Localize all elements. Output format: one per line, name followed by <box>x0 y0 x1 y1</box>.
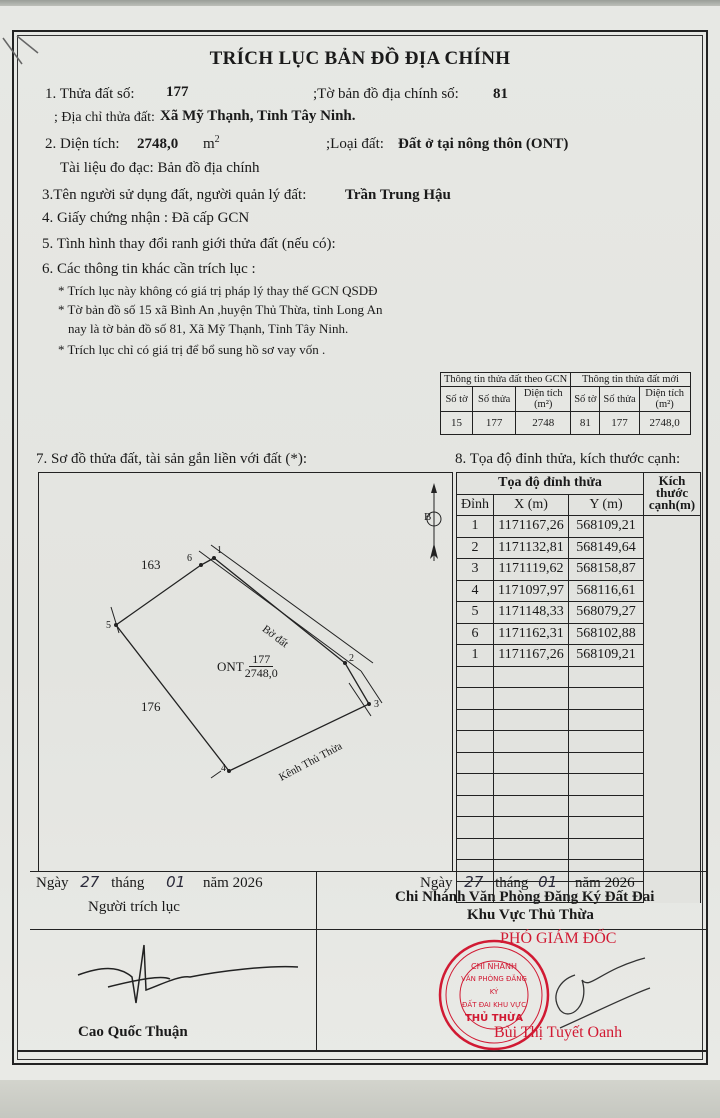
area-unit: $m^2$ <box>203 134 220 152</box>
vertex-4-label: 4 <box>221 763 226 774</box>
edge-size-header: Kích thước cạnh(m) <box>644 473 701 516</box>
vertex-2-label: 2 <box>349 653 354 664</box>
note-1: * Trích lục này không có giá trị pháp lý thay thế GCN QSDĐ <box>58 283 378 298</box>
parcel-number: 177 <box>166 84 189 100</box>
note-4: * Trích lục chỉ có giá trị để bổ sung hồ sơ vay vốn . <box>58 342 326 357</box>
table-row: 1 1171167,26 568109,21 <box>457 516 701 538</box>
header-area-new: Diện tích (m²) <box>639 387 690 412</box>
table-row: 3 1171119,62 568158,87 <box>457 559 701 581</box>
map-sheet-label: ;Tờ bản đồ địa chính số: <box>313 86 459 102</box>
old-area: 2748 <box>516 412 571 435</box>
land-type: Đất ở tại nông thôn (ONT) <box>398 136 569 152</box>
document-title: TRÍCH LỤC BẢN ĐỒ ĐỊA CHÍNH <box>209 48 511 69</box>
header-old-info: Thông tin thửa đất theo GCN <box>441 373 571 387</box>
header-sheet-new: Số tờ <box>571 387 600 412</box>
survey-document: Tài liệu đo đạc: Bản đồ địa chính <box>60 160 260 176</box>
old-parcel: 177 <box>473 412 516 435</box>
left-date: Ngày 27 tháng 01 năm 2026 <box>36 873 263 891</box>
table-row: 5 1171148,33 568079,27 <box>457 602 701 624</box>
col-x: X (m) <box>494 494 569 516</box>
right-role: PHÓ GIÁM ĐỐC <box>500 930 617 947</box>
col-y: Y (m) <box>569 494 644 516</box>
signature-director <box>520 950 670 1035</box>
stamp-text: CHI NHÁNH VĂN PHÒNG ĐĂNG KÝ ĐẤT ĐAI KHU VỰC THỦ THỪA <box>461 962 527 1024</box>
owner-label: 3.Tên người sử dụng đất, người quản lý đất: <box>42 187 307 203</box>
neighbor-176: 176 <box>141 699 161 714</box>
table-row: 4 1171097,97 568116,61 <box>457 580 701 602</box>
vertex-5-label: 5 <box>106 620 111 631</box>
footer-divider <box>316 871 317 1051</box>
coord-group-header: Tọa độ đỉnh thửa <box>457 473 644 495</box>
vertex-1-label: 1 <box>217 545 222 556</box>
office-line-2: Khu Vực Thủ Thừa <box>467 907 594 923</box>
header-parcel-old: Số thửa <box>473 387 516 412</box>
coordinate-table <box>456 472 701 903</box>
parcel-map <box>38 472 453 872</box>
note-2: * Tờ bản đồ số 15 xã Bình An ,huyện Thủ Thừa, tỉnh Long An <box>58 302 383 317</box>
background-bottom <box>0 1080 720 1118</box>
canal-label: Kênh Thủ Thừa <box>277 740 345 784</box>
right-date: Ngày 27 tháng 01 năm 2026 <box>420 873 635 891</box>
area-value: 2748,0 <box>137 136 179 152</box>
address-label: ; Địa chỉ thửa đất: <box>54 110 155 125</box>
parcel-address: Xã Mỹ Thạnh, Tỉnh Tây Ninh. <box>160 108 356 124</box>
col-vertex: Đỉnh <box>457 494 494 516</box>
table-row: 2 1171132,81 568149,64 <box>457 537 701 559</box>
signature-cao-quoc-thuan <box>70 935 310 1015</box>
footer-bottom-line <box>17 1050 708 1052</box>
office-line-1: Chi Nhánh Văn Phòng Đăng Ký Đất Đai <box>395 889 655 905</box>
coord-section-label: 8. Tọa độ đỉnh thửa, kích thước cạnh: <box>455 451 681 467</box>
header-area-old: Diện tích (m²) <box>516 387 571 412</box>
area-label: 2. Diện tích: <box>45 136 120 152</box>
left-signer-name: Cao Quốc Thuận <box>78 1024 188 1040</box>
owner-name: Trần Trung Hậu <box>345 187 451 203</box>
parcel-info-table <box>440 372 691 435</box>
right-signer-name: Bùi Thị Tuyết Oanh <box>494 1024 623 1041</box>
parcel-number-label: 1. Thửa đất số: <box>45 86 135 102</box>
new-parcel: 177 <box>600 412 639 435</box>
left-role: Người trích lục <box>88 899 180 915</box>
header-sheet-old: Số tờ <box>441 387 473 412</box>
neighbor-163: 163 <box>141 557 161 572</box>
header-parcel-new: Số thửa <box>600 387 639 412</box>
certificate-status: 4. Giấy chứng nhận : Đã cấp GCN <box>42 210 250 226</box>
boundary-change: 5. Tình hình thay đổi ranh giới thửa đất (nếu có): <box>42 236 336 252</box>
header-new-info: Thông tin thửa đất mới <box>571 373 690 387</box>
land-type-label: ;Loại đất: <box>326 136 384 152</box>
old-sheet: 15 <box>441 412 473 435</box>
vertex-3-label: 3 <box>374 699 379 710</box>
note-3: nay là tờ bản đồ số 81, Xã Mỹ Thạnh, Tỉnh Tây Ninh. <box>68 321 349 336</box>
vertex-6-label: 6 <box>187 553 192 564</box>
table-row: 6 1171162,31 568102,88 <box>457 623 701 645</box>
road-label: Bờ đất <box>259 623 291 651</box>
other-info-label: 6. Các thông tin khác cần trích lục : <box>42 261 256 277</box>
map-sheet-number: 81 <box>493 86 508 102</box>
north-label: B <box>424 511 432 523</box>
new-sheet: 81 <box>571 412 600 435</box>
parcel-label: ONT 177 2748,0 <box>217 652 278 680</box>
parcel-number-map: 177 <box>249 653 273 667</box>
new-area: 2748,0 <box>639 412 690 435</box>
table-row: 1 1171167,26 568109,21 <box>457 645 701 667</box>
parcel-area-map: 2748,0 <box>244 666 278 680</box>
map-section-label: 7. Sơ đồ thửa đất, tài sản gắn liền với đất (*): <box>36 451 308 467</box>
